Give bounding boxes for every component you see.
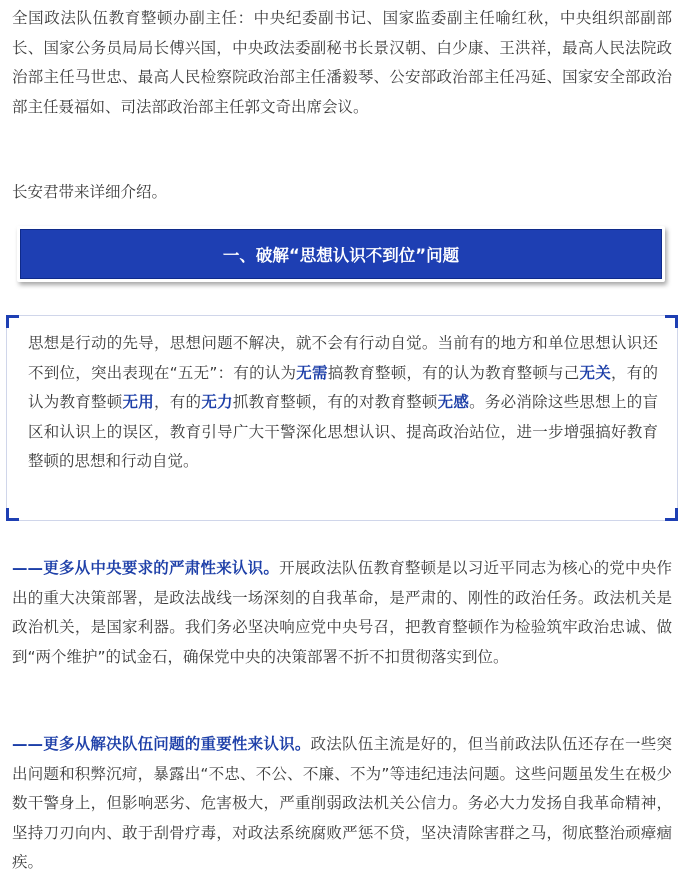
keyword-wuli: 无力 (201, 393, 233, 411)
box-text-1: 思想是行动的先导，思想问题不解决，就不会有行动自觉。当前有的地方和单位思想认识还不到位，突出表现在“五无”：有的认为 (28, 334, 658, 382)
box-text-2: 搞教育整顿，有的认为教育整顿与己 (327, 363, 580, 382)
section-banner (17, 226, 665, 282)
point-1-text: 开展政法队伍教育整顿是以习近平同志为核心的党中央作出的重大决策部署，是政法战线一场深刻的自我革命，是严肃的、刚性的政治任务。政法机关是政治机关，是国家利器。我们务必坚决响应党中央号召，把教育整顿作为检验筑牢政治忠诚、做到“两个维护”的试金石，确保党中央的决策部署不折不扣贯彻落实到位。 (12, 559, 672, 666)
point-1-lead: ——更多从中央要求的严肃性来认识。 (12, 559, 280, 577)
box-text-5: 抓教育整顿，有的对教育整顿 (232, 393, 438, 411)
point-1-paragraph (12, 554, 672, 672)
point-2-text: 政法队伍主流是好的，但当前政法队伍还存在一些突出问题和积弊沉疴，暴露出“不忠、不公、不廉、不为”等违纪违法问题。这些问题虽发生在极少数干警身上，但影响恶劣、危害极大，严重削弱政法机关公信力。务必大力发扬自我革命精神，坚持刀刃向内、敢于刮骨疗毒，对政法系统腐败严惩不贷，坚决清除害群之马，彻底整治顽瘴痼疾。 (12, 735, 672, 871)
corner-top-left (6, 315, 19, 328)
point-2-paragraph (12, 730, 672, 878)
section-title: 一、破解“思想认识不到位”问题 (20, 229, 662, 279)
keyword-wugan: 无感 (437, 393, 470, 411)
corner-bottom-left (6, 508, 19, 521)
intro-paragraph: 全国政法队伍教育整顿办副主任：中央纪委副书记、国家监委副主任喻红秋，中央组织部副部长、国家公务员局局长傅兴国，中央政法委副秘书长景汉朝、白少康、王洪祥，最高人民法院政治部主任马世忠、最高人民检察院政治部主任潘毅琴、公安部政治部主任冯延、国家安全部政治部主任聂福如、司法部政治部主任郭文奇出席会议。 (12, 9, 672, 116)
keyword-wuxu: 无需 (296, 363, 328, 382)
box-text-6: 。务必消除这些思想上的盲区和认识上的误区，教育引导广大干警深化思想认识、提高政治站位，进一步增强搞好教育整顿的思想和行动自觉。 (28, 393, 658, 470)
corner-top-right (665, 315, 678, 328)
keyword-wuyong: 无用 (122, 393, 155, 411)
box-paragraph (28, 329, 658, 477)
box-text-3: ，有的认为教育整顿 (28, 363, 658, 411)
point-2-lead: ——更多从解决队伍问题的重要性来认识。 (12, 735, 311, 753)
highlight-box (6, 315, 678, 521)
keyword-wuguan: 无关 (579, 363, 612, 382)
corner-bottom-right (665, 508, 678, 521)
box-text-4: ，有的 (154, 393, 202, 411)
intro-lead-paragraph: 长安君带来详细介绍。 (12, 183, 168, 201)
